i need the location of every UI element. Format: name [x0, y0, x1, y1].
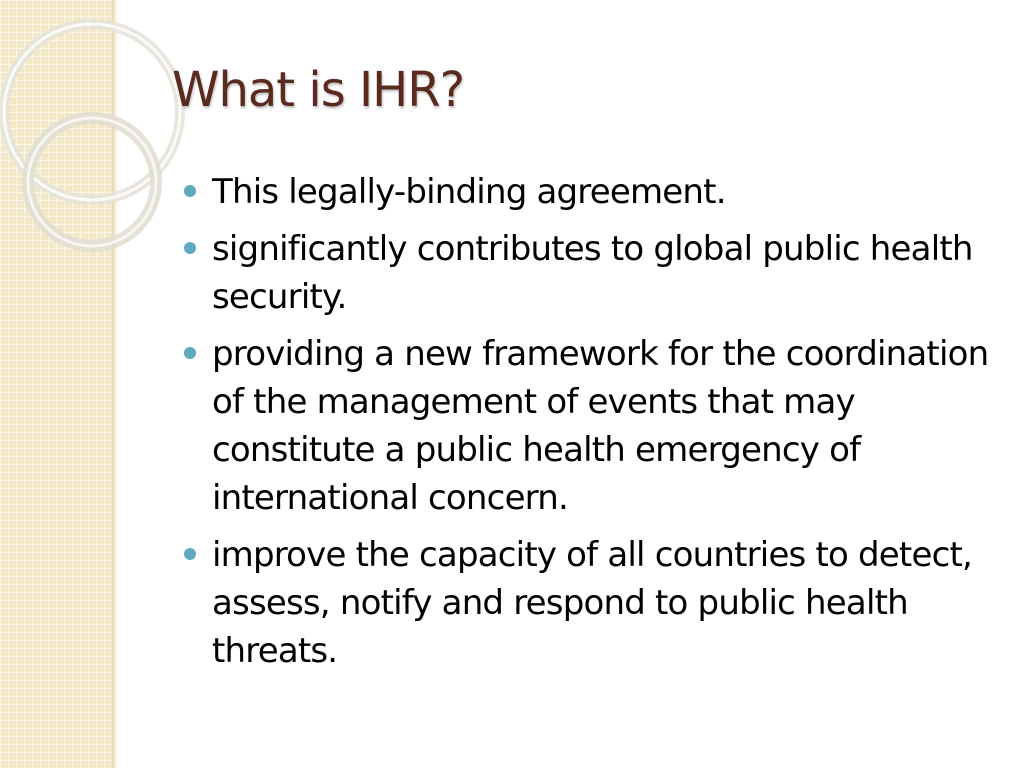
bullet-item	[184, 531, 994, 675]
bullet-text: significantly contributes to global public health security.	[212, 229, 973, 317]
bullet-dot-icon	[184, 185, 196, 197]
decorative-rings	[0, 0, 200, 260]
bullet-text: providing a new framework for the coordination of the management of events that may constitute a public health emergency of international concern.	[212, 334, 989, 518]
bullet-text: improve the capacity of all countries to detect, assess, notify and respond to public health threats.	[212, 535, 973, 671]
bullet-item	[184, 168, 994, 216]
bullet-item	[184, 225, 994, 321]
bullet-dot-icon	[184, 347, 196, 359]
slide-title: What is IHR?	[172, 62, 465, 118]
bullet-dot-icon	[184, 242, 196, 254]
bullet-dot-icon	[184, 548, 196, 560]
bullet-item	[184, 330, 994, 522]
bullet-text: This legally-binding agreement.	[212, 172, 726, 212]
bullet-list	[184, 168, 994, 684]
